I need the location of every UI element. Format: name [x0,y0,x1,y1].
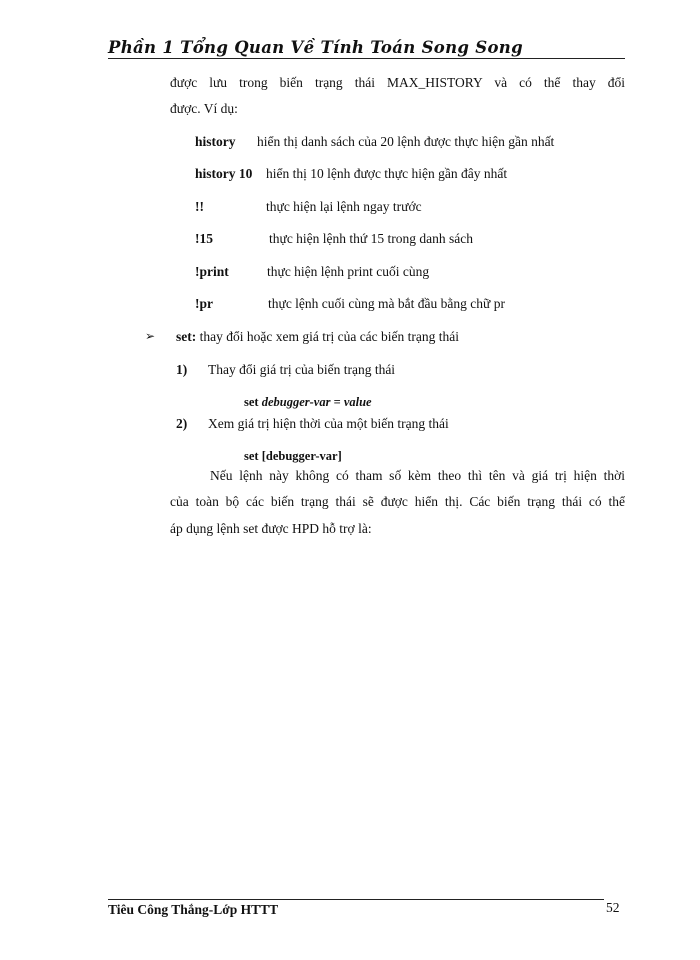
example-description: thực hiện lệnh print cuối cùng [267,264,430,279]
example-description: thực hiện lệnh thứ 15 trong danh sách [269,231,473,246]
arrow-bullet-icon: ➢ [145,329,156,343]
page-number: 52 [606,900,620,915]
syntax-equals: = [333,395,341,409]
paragraph-line-3: áp dụng lệnh set được HPD hỗ trợ là: [170,521,372,536]
example-row [195,230,473,248]
intro-line-1: được lưu trong biến trạng thái MAX_HISTORY và có thể thay đổi [170,75,625,90]
syntax-var: debugger-var [261,395,331,409]
paragraph-line-1: Nếu lệnh này không có tham số kèm theo thì tên và giá trị hiện thời [210,468,625,483]
item-number: 2) [176,416,188,431]
example-row [195,133,554,151]
example-row [195,165,507,183]
example-command: history 10 [195,166,253,181]
example-command: !! [195,199,204,214]
item-text: Xem giá trị hiện thời của một biến trạng thái [208,416,449,431]
item-text: Thay đổi giá trị của biến trạng thái [208,362,396,377]
set-item-2 [176,415,449,433]
example-row [195,295,505,313]
set-item-1 [176,361,395,379]
set-description: thay đổi hoặc xem giá trị của các biến trạng thái [199,329,460,344]
example-row [195,198,422,216]
example-description: hiển thị danh sách của 20 lệnh được thực hiện gần nhất [257,134,555,149]
example-description: thực lệnh cuối cùng mà bắt đầu bằng chữ pr [268,296,505,311]
example-command: !print [195,264,229,279]
set-syntax-2: set [debugger-var] [244,449,342,463]
syntax-value: value [343,395,372,409]
example-command: history [195,134,236,149]
example-command: !pr [195,296,213,311]
item-number: 1) [176,362,188,377]
intro-line-2: được. Ví dụ: [170,101,238,116]
header-title: Phần 1 Tổng Quan Về Tính Toán Song Song [108,38,523,57]
set-syntax-1 [244,393,372,411]
example-command: !15 [195,231,213,246]
syntax-set: set [244,395,259,409]
set-keyword: set: [176,329,197,344]
footer-author: Tiêu Công Thắng-Lớp HTTT [108,902,279,917]
page-header [108,38,625,59]
paragraph-line-2: của toàn bộ các biến trạng thái sẽ được hiển thị. Các biến trạng thái có thể [170,494,625,509]
example-description: thực hiện lại lệnh ngay trước [266,199,422,214]
set-command-line [176,328,459,346]
footer-divider [108,899,604,900]
example-row [195,263,429,281]
example-description: hiển thị 10 lệnh được thực hiện gần đây nhất [266,166,508,181]
